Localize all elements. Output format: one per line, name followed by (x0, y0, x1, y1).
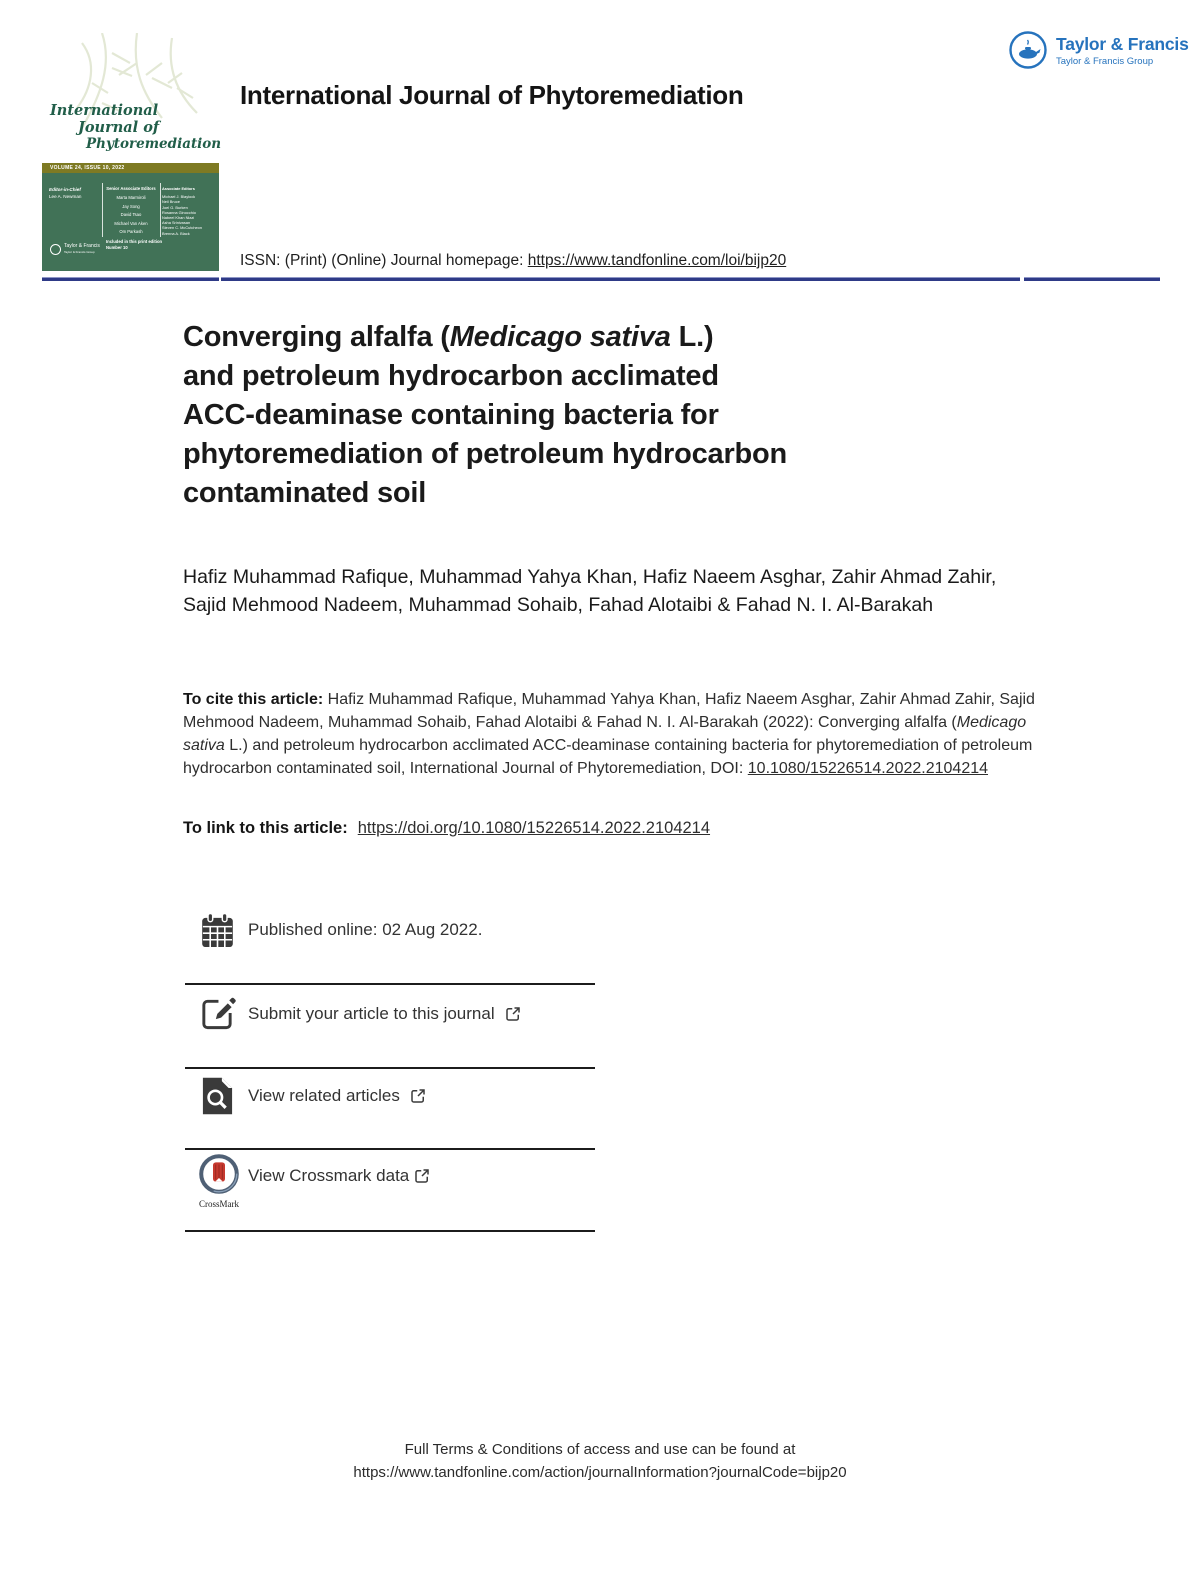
external-link-icon[interactable] (504, 1005, 522, 1023)
doi-url-link[interactable]: https://doi.org/10.1080/15226514.2022.2104214 (357, 819, 711, 837)
cover-title-line3: Phytoremediation (86, 136, 222, 152)
journal-cover-thumbnail (42, 33, 222, 271)
associate-editors-label: Associate Editors (162, 186, 195, 191)
article-link-line (183, 819, 710, 838)
associate-editor: Nabeel Khan Niazi (162, 215, 195, 221)
divider-rule (185, 1148, 595, 1150)
senior-editors-label: Senior Associate Editors (106, 186, 156, 191)
article-title-line3: ACC-deaminase containing bacteria for (183, 399, 719, 431)
cover-volume-bar: VOLUME 24, ISSUE 10, 2022 (42, 163, 219, 173)
cover-journal-title (42, 102, 222, 153)
article-title (183, 318, 963, 513)
print-edition-note-line2: Number 10 (106, 244, 128, 250)
associate-editor: Brenna A. Black (162, 230, 190, 236)
associate-editor: Asha Srinivasan (162, 220, 191, 226)
header-rule-segment (221, 277, 1020, 281)
associate-editor: Rosanna Ginocchio (162, 209, 196, 215)
crossmark-label[interactable]: View Crossmark data (248, 1166, 410, 1185)
tf-ring-icon (50, 244, 61, 255)
related-articles-icon (200, 1076, 235, 1116)
footer-terms-url: https://www.tandfonline.com/action/journalInformation?journalCode=bijp20 (353, 1464, 847, 1481)
footer-line1: Full Terms & Conditions of access and use can be found at (404, 1441, 796, 1458)
cover-publisher-logo (50, 244, 100, 255)
cover-title-line1: International (50, 102, 159, 119)
tf-logo-title: Taylor & Francis (1056, 33, 1189, 54)
title-post: L.) (670, 321, 714, 353)
tf-logo-subtitle: Taylor & Francis Group (1056, 55, 1154, 67)
senior-editor: David Tsao (120, 212, 142, 217)
divider-rule (185, 1230, 595, 1232)
senior-editor: Marta Marmiroli (116, 195, 146, 200)
cite-species-italic: Medicago sativa (183, 714, 1027, 754)
title-species-italic: Medicago sativa (449, 321, 671, 353)
senior-editor: Jay Song (122, 203, 140, 209)
article-title-line5: contaminated soil (183, 477, 427, 509)
citation-paragraph (183, 688, 1045, 780)
journal-title-heading: International Journal of Phytoremediation (240, 80, 744, 110)
senior-editor: Om Parkash (119, 229, 143, 234)
submit-pencil-icon (198, 994, 236, 1032)
divider-rule (185, 983, 595, 985)
associate-editor: Michael J. Blaylock (162, 194, 196, 200)
author-list: Hafiz Muhammad Rafique, Muhammad Yahya Khan, Hafiz Naeem Asghar, Zahir Ahmad Zahir, Sajid Mehmood Nadeem, Muhammad Sohaib, Fahad Alotaibi & Fahad N. I. Al-Barakah (183, 566, 997, 616)
associate-editor: Neil Bruce (162, 199, 180, 205)
link-label: To link to this article: (183, 819, 348, 837)
tf-mini-title: Taylor & Francis (64, 243, 100, 249)
editor-in-chief-name: Lee A. Newman (49, 194, 82, 199)
external-link-icon[interactable] (413, 1167, 431, 1185)
senior-editor: Michael Van Aken (114, 220, 148, 226)
crossmark-icon (199, 1154, 239, 1194)
published-online-row (248, 920, 482, 940)
cite-text-2: L.) and petroleum hydrocarbon acclimated ACC-deaminase containing bacteria for phytoremediation of petroleum hydrocarbon contaminated soil, International Journal of Phytoremediation, DOI: (183, 737, 1033, 777)
cover-title-line2: Journal of (78, 118, 160, 136)
associate-editor: Joel G. Burken (162, 204, 188, 210)
calendar-icon (200, 912, 235, 950)
doi-link[interactable]: 10.1080/15226514.2022.2104214 (747, 760, 989, 777)
tf-lamp-icon (1008, 30, 1048, 70)
article-title-line4: phytoremediation of petroleum hydrocarbon (183, 438, 788, 470)
header-rule-segment (1024, 277, 1160, 281)
article-title-line1 (183, 318, 963, 357)
header-rule-segment (42, 277, 219, 281)
panel-divider (102, 183, 103, 237)
divider-rule (185, 1067, 595, 1069)
print-edition-note-line1: Included in this print edition (106, 239, 163, 244)
panel-divider (160, 183, 161, 237)
crossmark-logo-text: CrossMark (199, 1199, 239, 1209)
crossmark-logo (196, 1154, 242, 1209)
title-pre: Converging alfalfa ( (183, 321, 450, 353)
taylor-francis-logo (1008, 30, 1189, 70)
article-title-line2: and petroleum hydrocarbon acclimated (183, 360, 719, 392)
associate-editors-block (162, 186, 216, 236)
editor-in-chief-label: Editor-in-Chief (49, 187, 81, 192)
crossmark-row[interactable] (248, 1166, 431, 1186)
senior-editors-block (106, 186, 156, 238)
tf-mini-sub: Taylor & Francis Group (64, 249, 95, 254)
cite-label: To cite this article: (183, 691, 324, 708)
editor-in-chief-block (49, 186, 99, 200)
print-edition-note (106, 239, 162, 250)
submit-article-label[interactable]: Submit your article to this journal (248, 1004, 495, 1023)
related-articles-row[interactable] (248, 1086, 427, 1106)
journal-homepage-link[interactable]: https://www.tandfonline.com/loi/bijp20 (527, 252, 787, 269)
external-link-icon[interactable] (409, 1087, 427, 1105)
related-articles-label[interactable]: View related articles (248, 1086, 400, 1105)
cover-editor-panel (42, 173, 219, 271)
issn-prefix: ISSN: (Print) (Online) Journal homepage: (240, 252, 528, 269)
associate-editor: Steven C. McCutcheon (162, 225, 203, 231)
issn-line (240, 252, 786, 270)
cite-text-1: Hafiz Muhammad Rafique, Muhammad Yahya Khan, Hafiz Naeem Asghar, Zahir Ahmad Zahir, Sajid Mehmood Nadeem, Muhammad Sohaib, Fahad Alotaibi & Fahad N. I. Al-Barakah (2022): Converging alfalfa ( (183, 691, 1035, 731)
footer-terms (0, 1438, 1200, 1484)
published-online-text: Published online: 02 Aug 2022. (248, 920, 483, 939)
submit-article-row[interactable] (248, 1004, 522, 1024)
